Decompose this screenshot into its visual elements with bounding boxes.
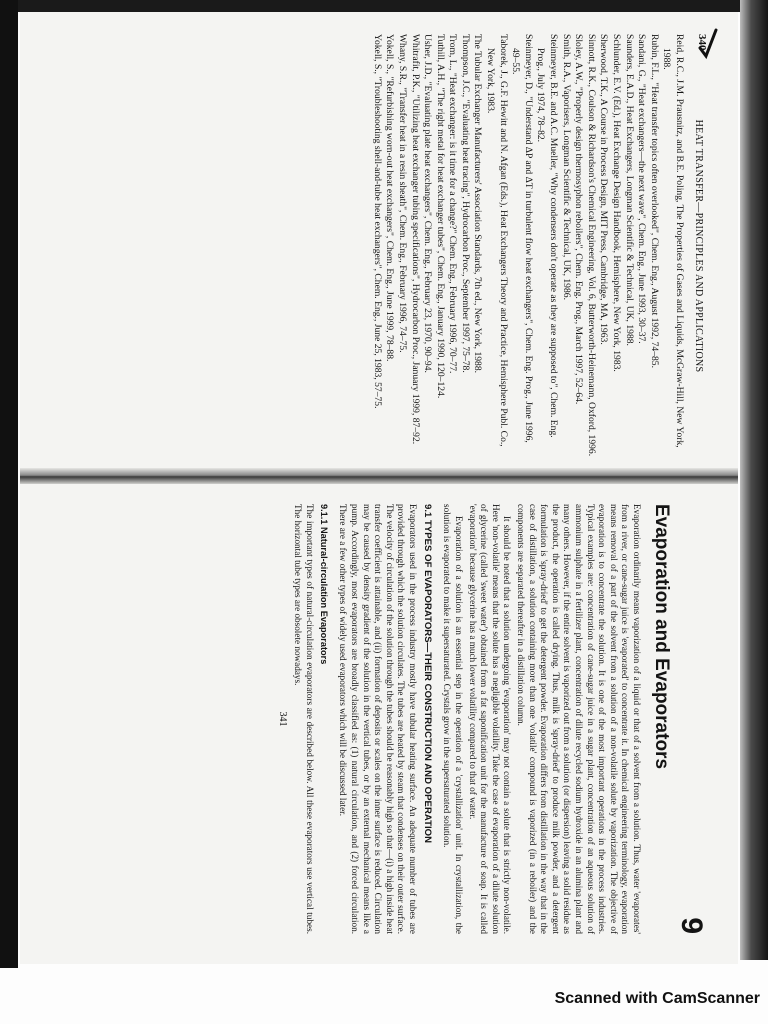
reference-item: Thompson, J.C., "Evaluating heat tracing", Hydrocarbon Proc., September 1997, 75–78. [459, 34, 471, 373]
reference-item: Saunders, E.A.D., Heat Exchangers, Longman Scientific & Technical, UK, 1988. [623, 34, 635, 346]
right-page-number: 341 [276, 711, 288, 727]
scanner-watermark: Scanned with CamScanner [554, 990, 760, 1007]
reference-item: Yokell, S., "Refurbishing worn-out heat exchangers", Chem. Eng., June 1999, 78–88. [384, 34, 396, 362]
left-page [146, 34, 706, 458]
reference-item: Tuthill, A.H., "The right metal for heat exchanger tubes", Chem. Eng., January 1990, 120–124. [434, 34, 446, 399]
reference-list [370, 34, 685, 458]
reference-item: Schlunder, E.V. (Ed.), Heat Exchange Design Handbook, Hemisphere, New York, 1983. [611, 34, 623, 372]
reference-item: Sherwood, T.K., A Course in Process Design, MIT Press, Cambridge, MA, 1963. [598, 34, 610, 345]
reference-item: Whitrafit, P.K., "Utilizing heat exchanger tubing specifications", Hydrocarbon Proc., January 1999, 87–92. [409, 34, 421, 445]
left-page-number: 340 [696, 34, 708, 51]
right-page [146, 504, 706, 934]
reference-item: Yokell, S., "Troubleshooting shell-and-tube heat exchangers", Chem. Eng., June 25, 1983, 57–75. [371, 34, 383, 409]
reference-item: Steinmeyer, D., "Understand ΔP and ΔT in turbulent flow heat exchangers", Chem. Eng. Prog., June 1996, 49–55. [510, 34, 534, 443]
section-heading: 9.1 TYPES OF EVAPORATORS—THEIR CONSTRUCTION AND OPERATION [421, 504, 433, 844]
chapter-title: Evaporation and Evaporators [651, 504, 672, 770]
reference-item: Sandani, G., "Heat exchangers—the next wave", Chem. Eng., June 1993, 30–37. [636, 34, 648, 344]
reference-item: Taborek, J., G.F. Hewitt and N. Afgan (Eds.), Heat Exchangers Theory and Practice, Hemisphere Publ. Co., New York, 1983. [485, 34, 509, 447]
reference-item: The Tubular Exchanger Manufacturers' Association Standards, 7th ed., New York, 1988. [472, 34, 484, 374]
reference-item: Sinnott, R.K., Coulson & Richardson's Chemical Engineering, Vol. 6, Butterworth-Heinemann, Oxford, 1996. [585, 34, 597, 457]
scan-edge-top [0, 0, 740, 12]
body-paragraph: Evaporation of a solution is an essential step in the operation of a 'crystallization' unit. In crystallization, the solution is evaporated to make it supersaturated. Crystals grow in the supersaturated solution. [442, 504, 465, 934]
reference-item: Steinmeyer, B.E. and A.C. Mueller, "Why condensers don't operate as they are supposed to", Chem. Eng. Prog., July 1974, 78–82. [535, 34, 560, 438]
reference-item: Trom, L., "Heat exchanger: is it time for a change?" Chem. Eng., February 1996, 70–77. [447, 34, 459, 374]
reference-item: Reid, R.C., J.M. Prausnitz, and B.E. Poling, The Properties of Gases and Liquids, McGraw-Hill, New York, 1988. [661, 34, 685, 448]
reference-item: Smith, R.A., Vaporisers, Longman Scientific & Technical, UK, 1986. [560, 34, 572, 300]
reference-item: Whany, S.R., "Transfer heat in a resin sheath", Chem. Eng., February 1996, 74–75. [396, 34, 408, 353]
body-paragraph: It should be noted that a solution undergoing 'evaporation' may not contain a solute that is strictly non-volatile. Here 'non-volatile' means that the solute has a negligible volatility. Take the case of evaporation of a dilute solution of glycerine (called 'sweet water') obtained from a fat saponification unit for the manufacture of soap. It is called 'evaporation' because glycerine has a much lower volatility compared to that of water. [467, 504, 513, 934]
scan-edge-right [740, 0, 768, 960]
reference-item: Sloley, A.W., "Properly design thermosyphon reboilers", Chem. Eng. Prog., March 1997, 52–64. [573, 34, 585, 405]
chapter-number: 9 [675, 917, 708, 934]
book-spine [20, 468, 738, 484]
running-head: HEAT TRANSFER—PRINCIPLES AND APPLICATIONS [693, 119, 704, 373]
reference-item: Usher, J.D., "Evaluating plate heat exchangers", Chem. Eng., February 23, 1970, 90–94. [422, 34, 434, 373]
scan-edge-left [0, 0, 18, 968]
subsection-paragraph: The important types of natural-circulation evaporators are described below. All these evaporators use vertical tubes. The horizontal tube types are obsolete nowadays. [293, 504, 315, 934]
body-paragraph: Evaporation ordinarily means vaporization of a liquid or that of a solvent from a solution. Thus, water 'evaporates' from a river, or cane-sugar juice is 'evaporated' to concentrate it. In chemical engineering terminology, evaporation means removal of a part of the solvent from a solution of a non-volatile solute by vaporization. The objective of evaporation is to concentrate the solution. It is one of the most important operations in the process industries. Typical examples are: concentration of cane-sugar juice in a sugar plant, concentration of an aqueous solution of ammonium sulphate in a fertilizer plant, concentration of dilute recycled sodium hydroxide in an alumina plant and many others. However, if the entire solvent is vaporized out from a solution (or dispersion) leaving a solid residue as the product, the operation is called drying. Thus, milk is 'spray-dried' to produce milk powder, and a detergent formulation is 'spray-dried' to get the detergent powder. Evaporation differs from distillation in the way that in the case of distillation, a solution containing more than one 'volatile' compound is vaporized (in a reboiler) and the components are separated thereafter in a distillation column. [516, 504, 642, 934]
subsection-heading: 9.1.1 Natural-circulation Evaporators [318, 504, 329, 665]
intro-paragraphs [441, 504, 642, 934]
section-paragraph: Evaporators used in the process industry mostly have tubular heating surface. An adequate number of tubes are provided through which the solution circulates. The tubes are heated by steam that condenses on their outer surface. The velocity of circulation of the solution through the tubes should be reasonably high so that—(i) a high inside heat transfer coefficient is attainable, and (ii) formation of deposits or scales on the inner surface is reduced. Circulation may be caused by density gradient of the solution in the vertical tubes, or by an external mechanical means like a pump. Accordingly, most evaporators are broadly classified as: (1) natural circulation, and (2) forced circulation. There are a few other types of widely used evaporators which will be discussed later. [338, 504, 418, 934]
reference-item: Rubin, F.L., "Heat transfer topics often overlooked", Chem. Eng., August 1992, 74–85. [648, 34, 660, 369]
